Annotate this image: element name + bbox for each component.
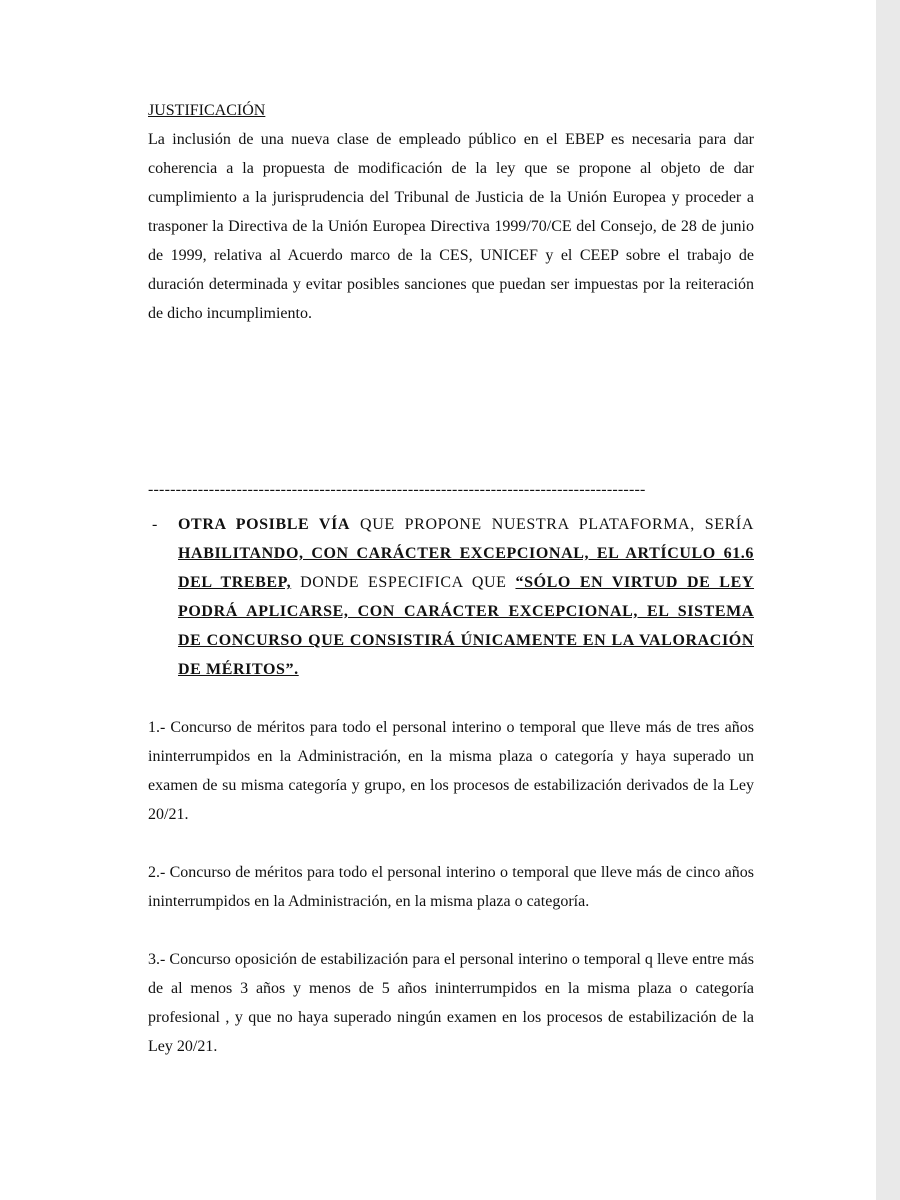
bullet-dash: -	[152, 516, 158, 533]
proposal-intro: QUE PROPONE NUESTRA PLATAFORMA, SERÍA	[350, 516, 754, 533]
proposal-lead: OTRA POSIBLE VÍA	[178, 516, 351, 533]
document-page	[148, 96, 754, 1061]
numbered-item-2: 2.- Concurso de méritos para todo el personal interino o temporal que lleve más de cinco años ininterrumpidos en la Administración, en la misma plaza o categoría.	[148, 864, 754, 910]
justification-paragraph: La inclusión de una nueva clase de empleado público en el EBEP es necesaria para dar coherencia a la propuesta de modificación de la ley que se propone al objeto de dar cumplimiento a la jurisprudencia del Tribunal de Justicia de la Unión Europea y proceder a trasponer la Directiva de la Unión Europea Directiva 1999/70/CE del Consejo, de 28 de junio de 1999, relativa al Acuerdo marco de la CES, UNICEF y el CEEP sobre el trabajo de duración determinada y evitar posibles sanciones que puedan ser impuestas por la reiteración de dicho incumplimiento.	[148, 131, 754, 322]
proposal-article: HABILITANDO, CON CARÁCTER EXCEPCIONAL, EL ARTÍCULO 61.6 DEL TREBEP,	[178, 545, 754, 591]
proposal-bullet	[148, 510, 754, 684]
dashed-separator: ------------------------------------------------------------------------------------------	[148, 481, 646, 498]
page-edge-shadow	[876, 0, 900, 1200]
proposal-text	[178, 510, 754, 684]
justification-heading: JUSTIFICACIÓN	[148, 102, 266, 119]
numbered-item-1: 1.- Concurso de méritos para todo el personal interino o temporal que lleve más de tres años ininterrumpidos en la Administración, en la misma plaza o categoría y haya superado un examen de su misma categoría y grupo, en los procesos de estabilización derivados de la Ley 20/21.	[148, 719, 754, 823]
proposal-quote: “SÓLO EN VIRTUD DE LEY PODRÁ APLICARSE, CON CARÁCTER EXCEPCIONAL, EL SISTEMA DE CONCURSO QUE CONSISTIRÁ ÚNICAMENTE EN LA VALORACIÓN DE MÉRITOS”.	[178, 574, 755, 678]
proposal-connector: DONDE ESPECIFICA QUE	[291, 574, 516, 591]
numbered-item-3: 3.- Concurso oposición de estabilización para el personal interino o temporal q lleve entre más de al menos 3 años y menos de 5 años ininterrumpidos en la misma plaza o categoría profesional , y que no haya superado ningún examen en los procesos de estabilización de la Ley 20/21.	[148, 951, 754, 1055]
